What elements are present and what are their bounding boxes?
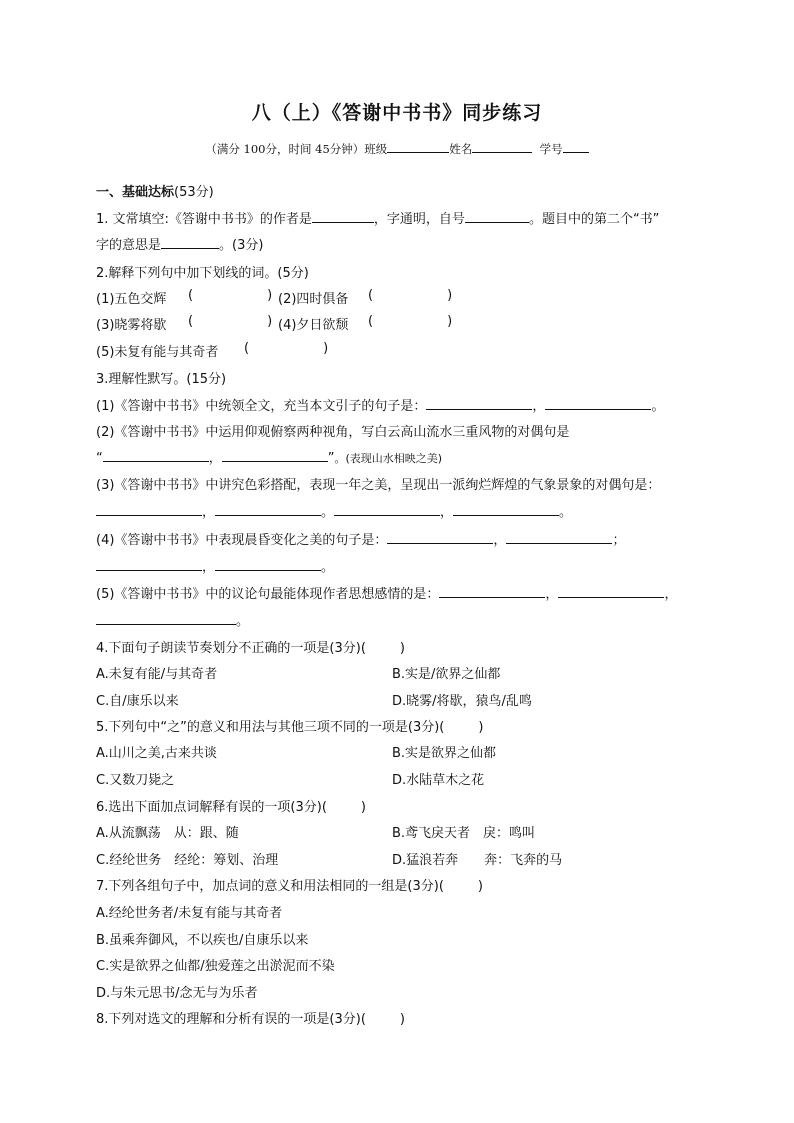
- q1-author-blank[interactable]: [312, 210, 374, 223]
- comma: ，: [493, 533, 507, 548]
- question-3-sub-3: [96, 474, 660, 493]
- right-paren: ): [477, 879, 483, 894]
- period: 。: [651, 399, 665, 414]
- comma: ，: [545, 587, 559, 602]
- q2-item-5: (5)未复有能与其奇者: [96, 345, 219, 360]
- q3-4-blank-b[interactable]: [506, 531, 612, 544]
- q3-5-text: (5)《答谢中书书》中的议论句最能体现作者思想感情的是：: [96, 587, 440, 602]
- q6-stem-text: 6.选出下面加点词解释有误的一项(3分)(: [96, 800, 327, 815]
- question-4-stem: [96, 637, 405, 656]
- question-1-line-1: [96, 208, 659, 227]
- comma: ，: [532, 399, 546, 414]
- right-paren: ): [447, 314, 453, 329]
- q7-option-c[interactable]: C.实是欲界之仙都/独爱莲之出淤泥而不染: [96, 959, 335, 974]
- question-3-stem: 3.理解性默写。(15分): [96, 372, 227, 387]
- question-3-sub-4-answer: [96, 556, 334, 575]
- page-title: 八（上）《答谢中书书》同步练习: [251, 102, 543, 124]
- q6-option-c[interactable]: C.经纶世务 经纶：筹划、治理: [96, 853, 279, 868]
- question-3-sub-2: [96, 421, 569, 440]
- q6-option-b[interactable]: B.鸢飞戾天者 戾：鸣叫: [392, 826, 536, 841]
- q3-2-note: 。(表现山水相映之美): [334, 452, 443, 465]
- q1-text-2: ，字通明，自号: [373, 212, 465, 227]
- q5-option-c[interactable]: C.又数刀毙之: [96, 773, 175, 788]
- q3-1-blank-b[interactable]: [545, 397, 651, 410]
- q1-text-5: 。(3分): [219, 238, 264, 253]
- question-5-options-row-2: [96, 769, 485, 788]
- left-paren: (: [368, 314, 374, 329]
- question-5-stem: [96, 716, 483, 735]
- left-paren: (: [188, 314, 194, 329]
- question-3-sub-1: [96, 395, 664, 414]
- q8-stem-text: 8.下列对选文的理解和分析有误的一项是(3分)(: [96, 1012, 366, 1027]
- q3-3-blank-b[interactable]: [215, 503, 321, 516]
- q4-option-a[interactable]: A.未复有能/与其奇者: [96, 667, 218, 682]
- left-paren: (: [368, 288, 374, 303]
- q3-5-blank-a[interactable]: [439, 585, 545, 598]
- q3-3-blank-d[interactable]: [453, 503, 559, 516]
- comma: ，: [440, 505, 454, 520]
- left-paren: (: [244, 341, 250, 356]
- q2-answer-5[interactable]: [244, 341, 328, 356]
- period: 。: [321, 560, 335, 575]
- semicolon: ；: [612, 533, 626, 548]
- q6-option-d[interactable]: D.猛浪若奔 奔：飞奔的马: [392, 853, 563, 868]
- number-label: 学号: [539, 142, 563, 156]
- question-2-row-2: [96, 314, 453, 333]
- subtitle-prefix: （满分 100分，时间 45分钟）班级: [205, 142, 388, 156]
- q5-option-a[interactable]: A.山川之美,古来共谈: [96, 746, 217, 761]
- q3-2-blank-b[interactable]: [222, 449, 328, 462]
- q2-answer-2[interactable]: [368, 288, 452, 303]
- q5-stem-text: 5.下列句中“之”的意义和用法与其他三项不同的一项是(3分)(: [96, 720, 445, 735]
- question-3-sub-4: [96, 529, 625, 548]
- q2-item-1: (1)五色交辉: [96, 292, 167, 307]
- comma: ，: [202, 505, 216, 520]
- right-paren: ): [399, 641, 405, 656]
- q1-text-1: 1. 文常填空:《答谢中书书》的作者是: [96, 212, 312, 227]
- right-paren: ): [478, 720, 484, 735]
- q1-text-4: 字的意思是: [96, 238, 162, 253]
- period: 。: [236, 614, 250, 629]
- q3-3-blank-c[interactable]: [334, 503, 440, 516]
- period: 。: [321, 505, 335, 520]
- question-2-stem: 2.解释下列句中加下划线的词。(5分): [96, 266, 309, 281]
- q3-3-text: (3)《答谢中书书》中讲究色彩搭配，表现一年之美，呈现出一派绚烂辉煌的气象景象的对偶句是：: [96, 478, 661, 493]
- q1-text-3: 。题目中的第二个“书”: [528, 212, 660, 227]
- class-blank[interactable]: [387, 140, 449, 153]
- question-4-options-row-1: [96, 663, 501, 682]
- q6-option-a[interactable]: A.从流飘荡 从：跟、随: [96, 826, 239, 841]
- question-6-options-row-2: [96, 849, 563, 868]
- comma: ，: [664, 587, 678, 602]
- close-quote: ”: [327, 451, 335, 466]
- q3-5-blank-c[interactable]: [96, 612, 236, 625]
- right-paren: ): [267, 288, 273, 303]
- right-paren: ): [323, 341, 329, 356]
- question-7-stem: [96, 875, 483, 894]
- q4-option-c[interactable]: C.自/康乐以来: [96, 694, 179, 709]
- q2-answer-4[interactable]: [368, 314, 452, 329]
- q4-option-b[interactable]: B.实是/欲界之仙都: [392, 667, 501, 682]
- q2-answer-3[interactable]: [188, 314, 272, 329]
- q3-4-blank-d[interactable]: [215, 558, 321, 571]
- subtitle-info-line: [0, 140, 794, 157]
- q3-4-blank-a[interactable]: [387, 531, 493, 544]
- comma: ，: [208, 451, 222, 466]
- section-score: (53分): [174, 185, 214, 200]
- left-paren: (: [188, 288, 194, 303]
- question-3-sub-5: [96, 583, 677, 602]
- period: 。: [559, 505, 573, 520]
- question-8-stem: [96, 1008, 405, 1027]
- question-2-row-3: [96, 341, 329, 360]
- q7-option-a[interactable]: A.经纶世务者/未复有能与其奇者: [96, 906, 283, 921]
- name-label: 姓名: [449, 142, 473, 156]
- question-5-options-row-1: [96, 742, 497, 761]
- q3-5-blank-b[interactable]: [558, 585, 664, 598]
- question-6-options-row-1: [96, 822, 536, 841]
- q3-4-text: (4)《答谢中书书》中表现晨昏变化之美的句子是：: [96, 533, 388, 548]
- comma: ，: [202, 560, 216, 575]
- right-paren: ): [360, 800, 366, 815]
- question-2-row-1: [96, 288, 453, 307]
- right-paren: ): [399, 1012, 405, 1027]
- section-label: 一、基础达标: [96, 185, 175, 200]
- q5-option-d[interactable]: D.水陆草木之花: [392, 773, 485, 788]
- q7-stem-text: 7.下列各组句子中，加点词的意义和用法相同的一组是(3分)(: [96, 879, 444, 894]
- q3-3-blank-a[interactable]: [96, 503, 202, 516]
- name-blank[interactable]: [472, 140, 532, 153]
- q2-answer-1[interactable]: [188, 288, 272, 303]
- q2-item-3: (3)晓雾将歇: [96, 318, 167, 333]
- question-1-line-2: [96, 234, 263, 253]
- q3-2-text: (2)《答谢中书书》中运用仰观俯察两种视角，写白云高山流水三重风物的对偶句是: [96, 425, 570, 440]
- q3-2-blank-a[interactable]: [103, 449, 209, 462]
- right-paren: ): [267, 314, 273, 329]
- q7-option-b[interactable]: B.虽乘奔御风，不以疾也/自康乐以来: [96, 933, 309, 948]
- q2-item-2: (2)四时俱备: [278, 292, 349, 307]
- open-quote: “: [96, 451, 103, 466]
- number-blank[interactable]: [563, 140, 589, 153]
- q5-option-b[interactable]: B.实是欲界之仙都: [392, 746, 497, 761]
- question-4-options-row-2: [96, 690, 532, 709]
- right-paren: ): [447, 288, 453, 303]
- q3-1-text: (1)《答谢中书书》中统领全文，充当本文引子的句子是：: [96, 399, 427, 414]
- q4-option-d[interactable]: D.晓雾/将歇，猿鸟/乱鸣: [392, 694, 532, 709]
- q1-meaning-blank[interactable]: [161, 236, 219, 249]
- q1-hao-blank[interactable]: [465, 210, 529, 223]
- question-3-sub-5-answer: [96, 610, 249, 629]
- question-6-stem: [96, 796, 366, 815]
- question-3-sub-3-answer: [96, 501, 572, 520]
- q7-option-d[interactable]: D.与朱元思书/念无与为乐者: [96, 986, 258, 1001]
- section-heading: [96, 181, 214, 200]
- q2-item-4: (4)夕日欲颓: [278, 318, 349, 333]
- question-3-sub-2-answer: [96, 447, 442, 466]
- q4-stem-text: 4.下面句子朗读节奏划分不正确的一项是(3分)(: [96, 641, 366, 656]
- q3-4-blank-c[interactable]: [96, 558, 202, 571]
- q3-1-blank-a[interactable]: [426, 397, 532, 410]
